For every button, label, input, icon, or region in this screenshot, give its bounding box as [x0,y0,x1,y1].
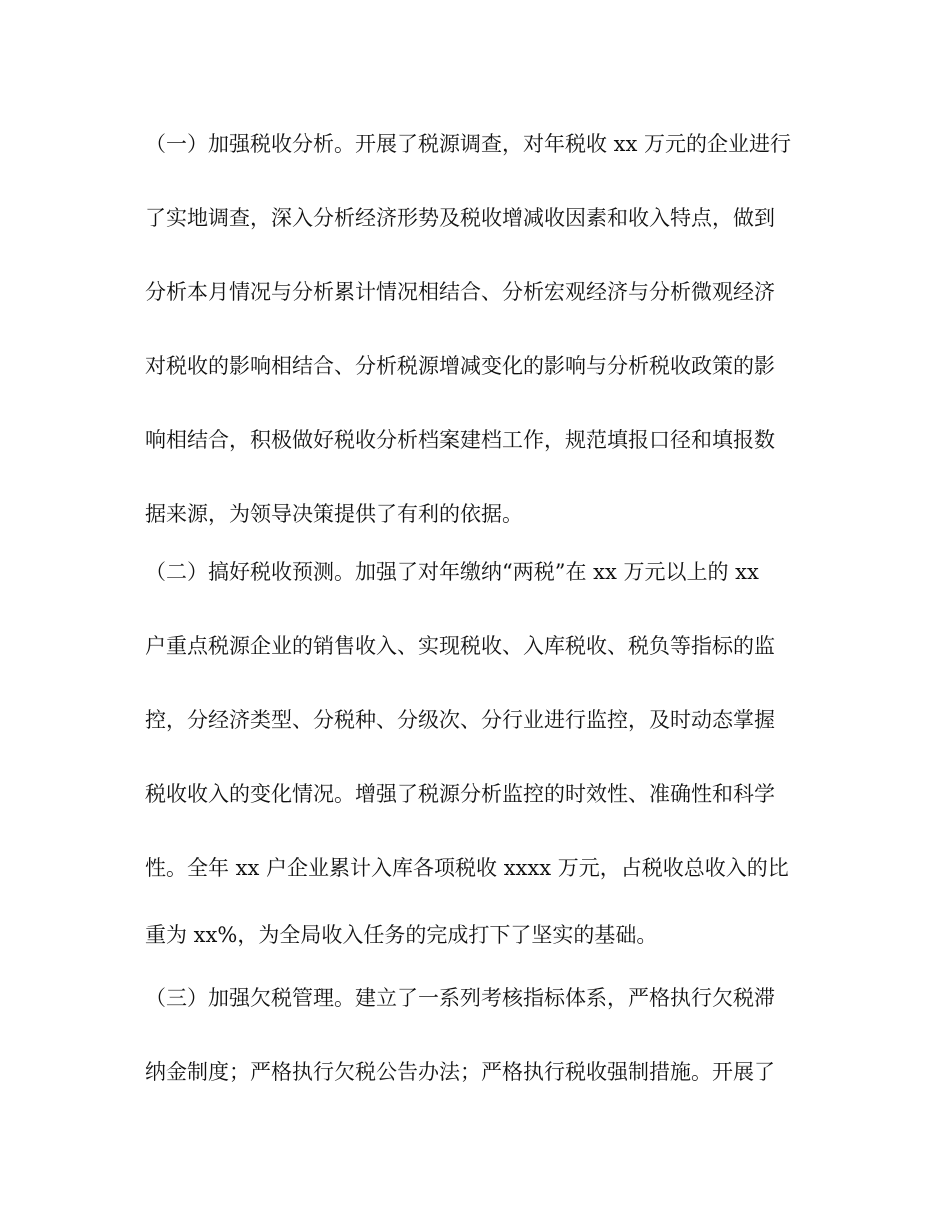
text-line: 响相结合，积极做好税收分析档案建档工作，规范填报口径和填报数 [145,428,775,452]
text-line: 户重点税源企业的销售收入、实现税收、入库税收、税负等指标的监 [145,634,775,658]
text-line: （一）加强税收分析。开展了税源调查，对年税收 xx 万元的企业进行 [145,132,792,156]
text-line: 对税收的影响相结合、分析税源增减变化的影响与分析税收政策的影 [145,354,775,378]
text-line: 纳金制度；严格执行欠税公告办法；严格执行税收强制措施。开展了 [145,1060,775,1084]
text-line: 控，分经济类型、分税种、分级次、分行业进行监控，及时动态掌握 [145,708,775,732]
text-line: （三）加强欠税管理。建立了一系列考核指标体系，严格执行欠税滞 [145,986,775,1010]
text-line: （二）搞好税收预测。加强了对年缴纳“两税”在 xx 万元以上的 xx [145,560,759,584]
text-line: 据来源，为领导决策提供了有利的依据。 [145,502,523,526]
text-line: 重为 xx%，为全局收入任务的完成打下了坚实的基础。 [145,923,658,947]
text-line: 性。全年 xx 户企业累计入库各项税收 xxxx 万元，占税收总收入的比 [145,856,789,880]
text-line: 分析本月情况与分析累计情况相结合、分析宏观经济与分析微观经济 [145,280,775,304]
text-line: 税收收入的变化情况。增强了税源分析监控的时效性、准确性和科学 [145,782,775,806]
text-line: 了实地调查，深入分析经济形势及税收增减收因素和收入特点，做到 [145,206,775,230]
